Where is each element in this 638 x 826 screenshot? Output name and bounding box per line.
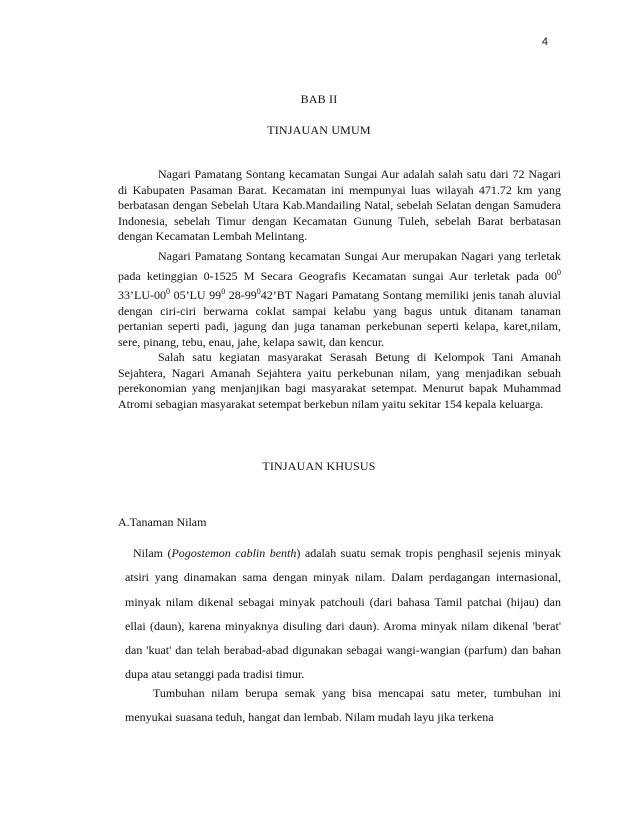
degree-sup-4: 0	[256, 287, 261, 297]
chapter-heading: BAB II	[300, 92, 338, 106]
geo-text-1: Nagari Pamatang Sontang kecamatan Sungai Aur merupakan Nagari yang terletak pada ketinggian 0-1525 M Secara Geografis Kecamatan sungai Aur terletak pada 00	[118, 249, 561, 283]
geo-text-5: 42’BT Nagari Pamatang Sontang memiliki jenis tanah aluvial dengan ciri-ciri berwarna coklat sampai kelabu yang bagus untuk ditanam tanaman pertanian seperti padi, jagung dan juga tanaman perkebunan seperti kelapa, karet,nilam, sere, pinang, tebu, enau, jahe, kelapa sawit, dan kencur.	[118, 288, 561, 349]
nilam-scientific-name: Pogostemon cablin benth	[171, 546, 297, 560]
section-title-khusus: TINJAUAN KHUSUS	[262, 459, 376, 473]
paragraph-tumbuhan: Tumbuhan nilam berupa semak yang bisa mencapai satu meter, tumbuhan ini menyukai suasana teduh, hangat dan lembab. Nilam mudah layu jika terkena	[125, 686, 561, 725]
paragraph-nilam	[125, 541, 561, 687]
paragraph-location: Nagari Pamatang Sontang kecamatan Sungai Aur adalah salah satu dari 72 Nagari di Kabupaten Pasaman Barat. Kecamatan ini mempunyai luas wilayah 471.72 km yang berbatasan dengan Sebelah Utara Kab.Mandailing Natal, sebelah Selatan dengan Samudera Indonesia, sebelah Timur dengan Kecamatan Gunung Tuleh, sebelah Barat berbatasan dengan Kecamatan Lembah Melintang.	[118, 167, 561, 244]
degree-sup-1: 0	[557, 267, 561, 277]
paragraph-geography	[118, 249, 561, 351]
page-number: 4	[541, 36, 548, 48]
geo-text-2: 33’LU-00	[118, 288, 166, 303]
section-a-heading: A.Tanaman Nilam	[118, 515, 207, 529]
paragraph-activity: Salah satu kegiatan masyarakat Serasah Betung di Kelompok Tani Amanah Sejahtera, Nagari Amanah Sejahtera yaitu perkebunan nilam, yang menjadikan sebuah perekonomian yang menjanjikan bagi masyarakat setempat. Menurut bapak Muhammad Atromi sebagian masyarakat setempat berkebun nilam yaitu sekitar 154 kepala keluarga.	[118, 350, 561, 411]
geo-text-4: 28-99	[225, 288, 257, 303]
nilam-text-rest: ) adalah suatu semak tropis penghasil sejenis minyak atsiri yang dinamakan sama dengan minyak nilam. Dalam perdagangan internasional, minyak nilam dikenal sebagai minyak patchouli (dari bahasa Tamil patchai (hijau) dan ellai (daun), karena minyaknya disuling dari daun). Aroma minyak nilam dikenal 'berat' dan 'kuat' dan telah berabad-abad digunakan sebagai wangi-wangian (parfum) dan bahan dupa atau setanggi pada tradisi timur.	[125, 546, 561, 682]
chapter-title: TINJAUAN UMUM	[267, 123, 371, 137]
geo-text-3: 05’LU 99	[170, 288, 222, 303]
degree-sup-3: 0	[221, 287, 226, 297]
degree-sup-2: 0	[166, 287, 170, 297]
nilam-text-start: Nilam (	[133, 546, 172, 560]
